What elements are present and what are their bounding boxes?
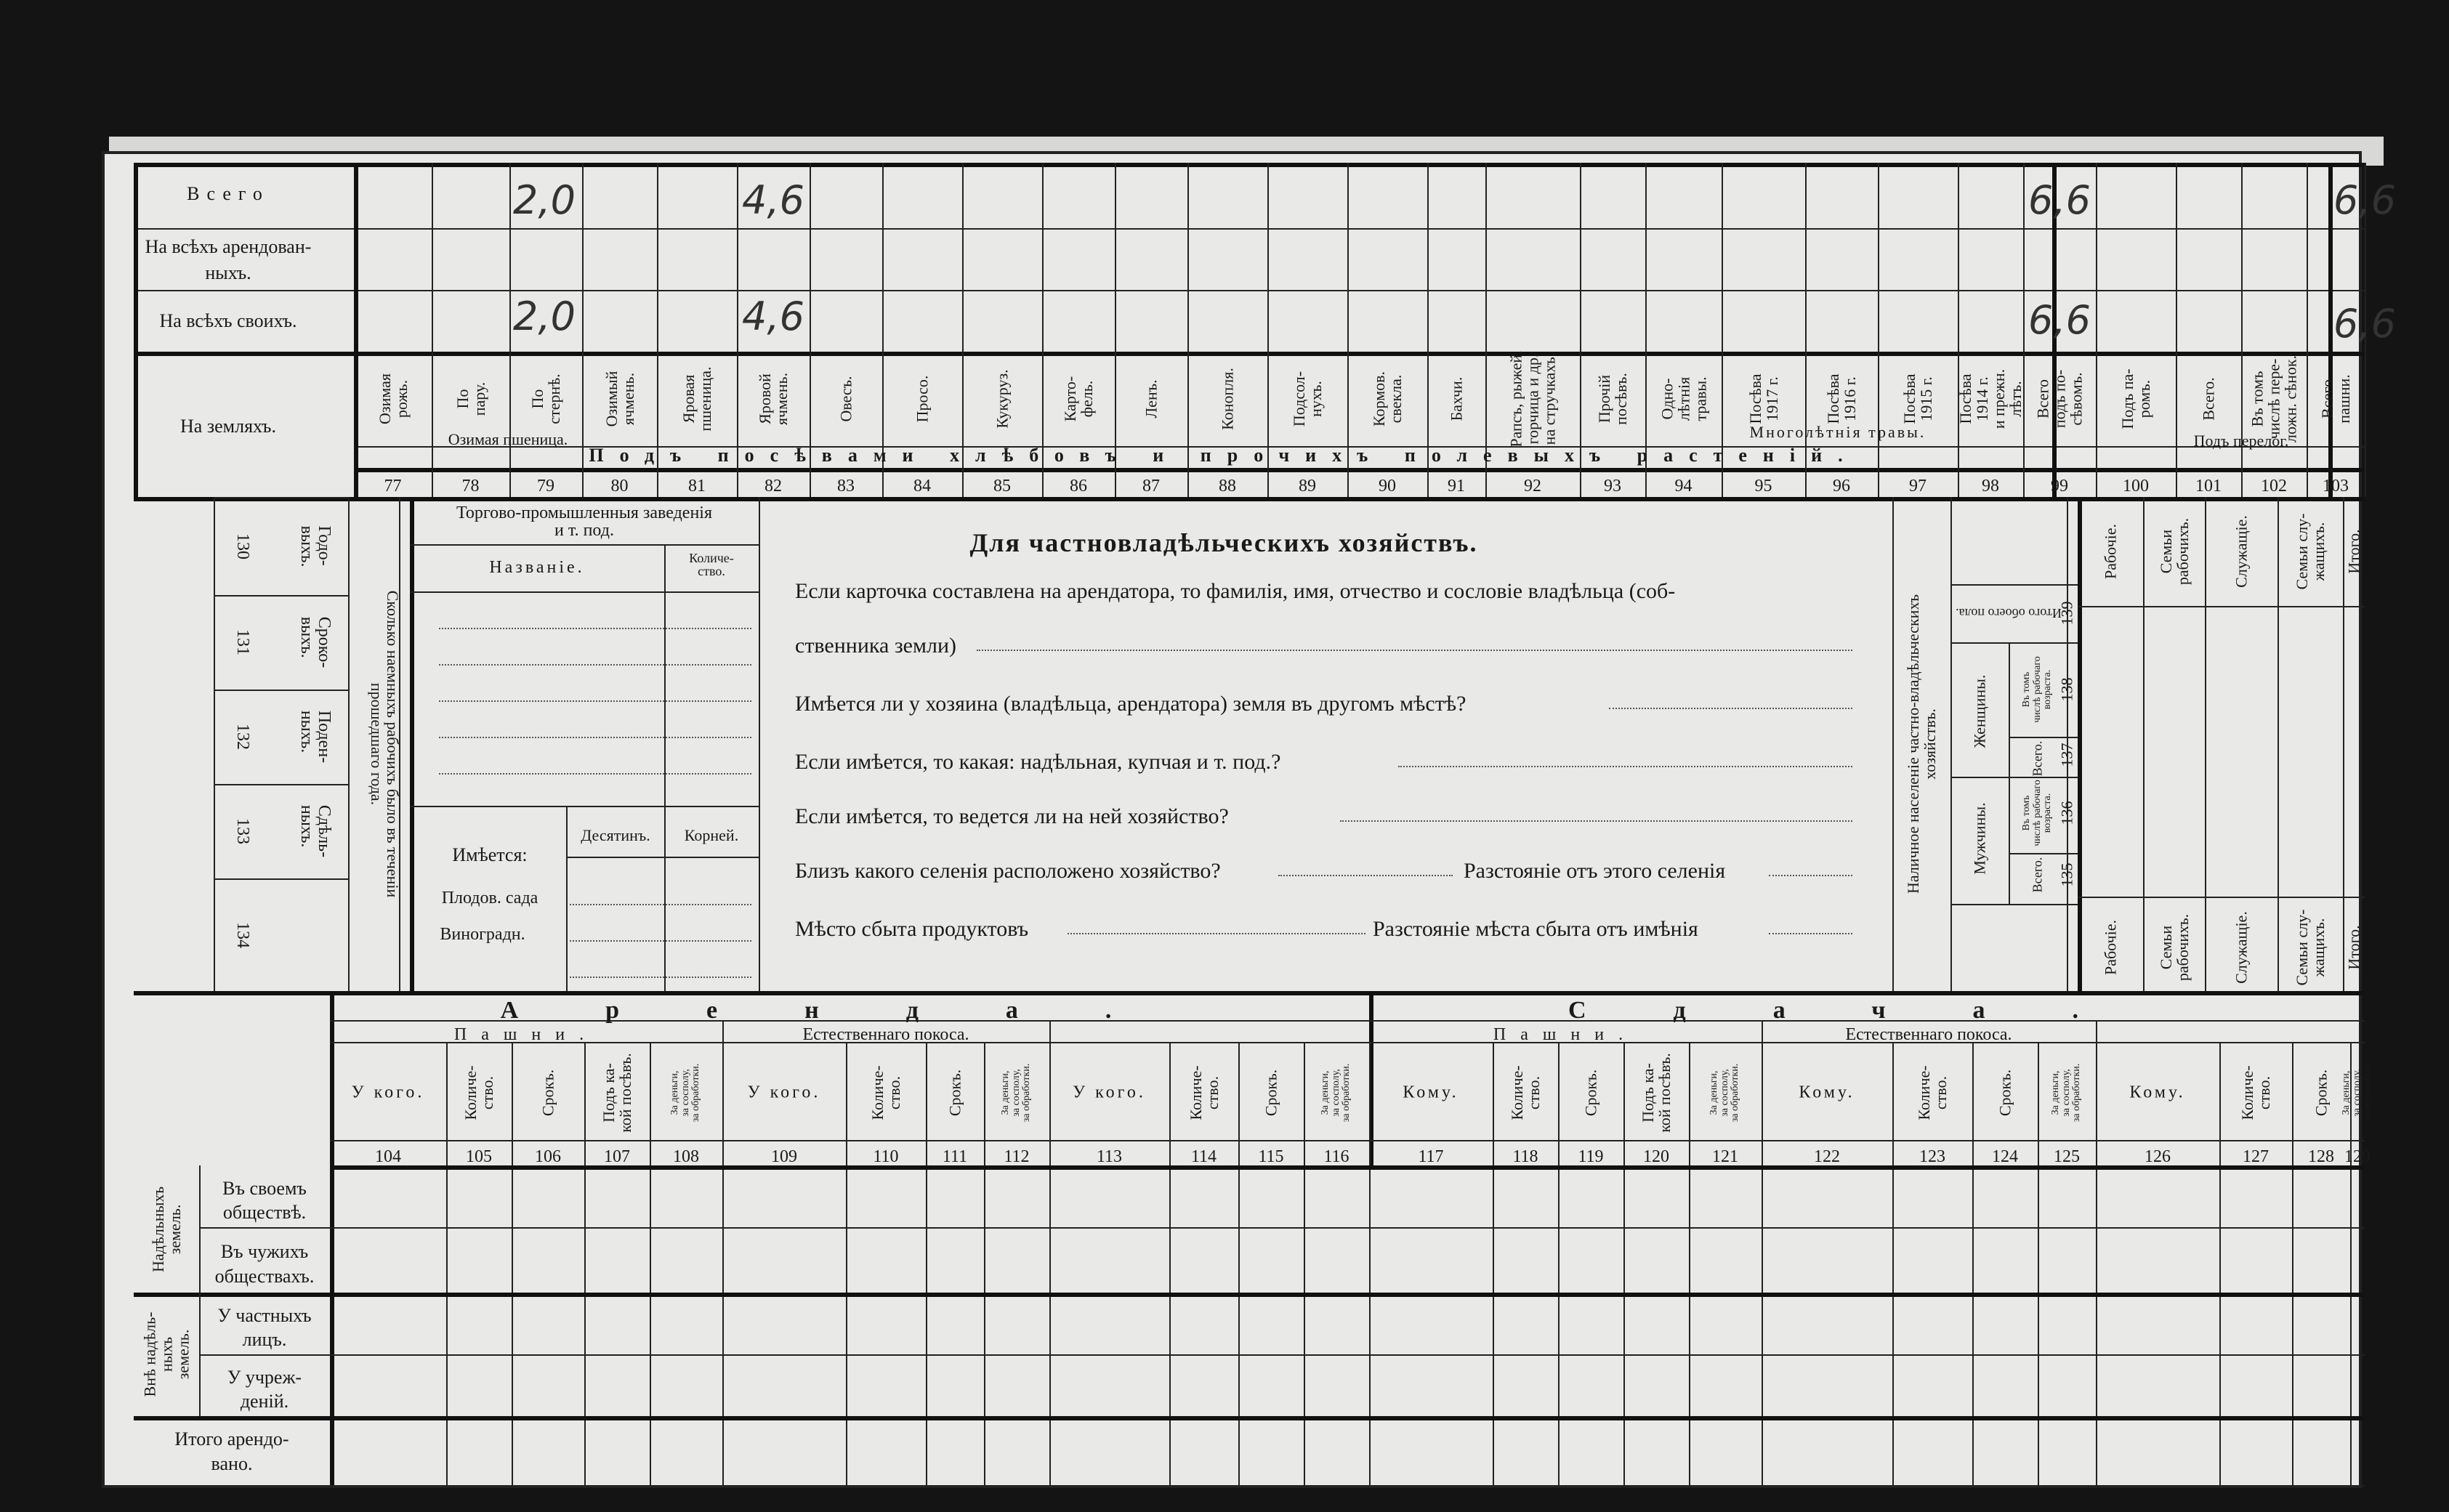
column-rule [199,1165,201,1416]
bottom-column-number: 117 [1418,1147,1444,1166]
pop-number: 138 [2057,677,2076,702]
left-col-number: 134 [233,921,252,948]
handwritten-value: 6,6 [2028,297,2091,343]
bottom-column-number: 105 [466,1147,492,1166]
column-rule [2009,642,2010,904]
row-rule [330,1140,2365,1141]
column-number: 82 [764,477,782,496]
answer-line [1068,933,1365,934]
column-header: Овесъ. [836,376,855,422]
column-number: 80 [610,477,629,496]
bottom-column-number: 124 [1992,1147,2018,1166]
bottom-column-number: 120 [1643,1147,1669,1166]
row-rule [199,1227,2365,1229]
column-header: Яровой ячмень. [755,372,791,426]
column-rule [1958,163,1959,497]
column-rule [410,497,414,991]
row-rule [199,1354,2365,1356]
pop-number: 135 [2057,862,2076,887]
nadel-group-label: Надѣльныхъ земель. [148,1186,184,1272]
column-header: По пару. [453,381,488,416]
dotted-line [570,977,751,978]
left-col-number: 130 [233,533,252,559]
bottom-column-header: Количе- ство. [1186,1065,1222,1120]
bottom-column-number: 113 [1096,1147,1123,1166]
answer-line [1340,820,1852,822]
muzhchiny-label: Мужчины. [1970,802,1989,875]
bottom-column-header: Срокъ. [1996,1069,2014,1117]
column-header: Подсол- нухъ. [1289,371,1325,427]
column-number: 100 [2123,477,2149,496]
column-number: 89 [1299,477,1316,496]
bottom-column-header: Срокъ. [1581,1069,1600,1117]
bottom-column-number: 112 [1004,1147,1030,1166]
bottom-column-header: Кому. [2129,1083,2186,1102]
question-text: Близъ какого селенія расположено хозяйство? [795,859,1221,883]
bottom-column-header: Кому. [1403,1083,1459,1102]
column-header: Одно- лѣтнія травы. [1657,376,1710,421]
column-header: Бахчи. [1447,376,1466,421]
row-rule [134,352,2365,356]
question-text: Мѣсто сбыта продуктовъ [795,917,1029,941]
column-rule [1950,497,1952,991]
column-number: 92 [1524,477,1541,496]
row-rule [2078,897,2365,898]
bottom-column-number: 125 [2054,1147,2080,1166]
answer-line [1609,708,1852,709]
bottom-column-header: Количе- ство. [1914,1065,1950,1120]
handwritten-value: 6,6 [2333,177,2396,223]
korney-header: Корней. [684,826,739,844]
column-header: Всего. [2199,377,2218,421]
bottom-column-header: За деньги, за сосполу, за обработки. [2340,1063,2373,1123]
column-header: Карто- фель. [1060,376,1096,422]
column-number: 79 [537,477,554,496]
column-header: Озимая рожь. [375,373,411,425]
row-rule [214,595,348,597]
row-rule [214,497,348,498]
column-rule [2307,163,2308,497]
bottom-column-number: 104 [375,1147,401,1166]
bottom-column-number: 114 [1190,1147,1217,1166]
bottom-column-number: 111 [942,1147,968,1166]
column-number: 94 [1674,477,1692,496]
bottom-column-number: 127 [2243,1147,2269,1166]
left-col-header: Сроко- выхъ. [297,616,334,668]
v-tom-chisle-label: Въ томъ числѣ рабочаго возраста. [2020,656,2054,723]
right-header: Служащіе. [2232,911,2251,984]
row-rule [134,228,2365,230]
right-header: Итого. [2344,529,2363,574]
vinograd-label: Виноградн. [440,925,525,944]
column-number: 90 [1379,477,1396,496]
bottom-column-number: 119 [1578,1147,1604,1166]
bottom-column-header: Количе- ство. [1507,1065,1543,1120]
bottom-column-header: Срокъ. [945,1069,964,1117]
row-label: Всего [187,183,270,204]
bottom-column-header: У кого. [1073,1083,1146,1102]
bottom-column-header: Срокъ. [538,1069,557,1117]
pop-number: 139 [2057,601,2076,626]
bottom-column-header: У кого. [351,1083,425,1102]
column-number: 103 [2323,477,2349,496]
bottom-column-header: За деньги, за сосполу, за обработки. [1708,1063,1741,1123]
row-rule [214,878,348,880]
itogo-obeego-pola: Итого обоего пола. [1956,606,2062,620]
column-rule [354,163,358,497]
row-rule [2009,737,2078,738]
section-rule [134,991,2365,995]
census-form-sheet [102,151,2396,1488]
row-rule [2009,853,2078,854]
right-header: Семьи рабочихъ. [2156,913,2192,982]
column-rule [214,497,215,991]
bottom-column-number: 123 [1919,1147,1945,1166]
bottom-column-header: Количе- ство. [461,1065,496,1120]
bottom-column-header: Количе- ство. [868,1065,903,1120]
bottom-row-label: У частныхъ лицъ. [217,1304,312,1351]
column-number: 95 [1754,477,1772,496]
ozimaya-pshenitsa-label: Озимая пшеница. [448,430,568,448]
column-rule [2023,163,2025,497]
population-label: Наличное населеніе частно-владѣльческихъ хозяйствъ. [1903,594,1939,894]
column-number: 91 [1448,477,1465,496]
column-rule [432,163,433,497]
bottom-column-number: 118 [1512,1147,1538,1166]
trade-title: Торгово-промышленныя заведенія и т. под. [456,504,712,540]
column-header: Просо. [913,375,932,423]
column-rule [582,163,584,497]
bottom-column-header: У кого. [747,1083,821,1102]
column-header: Посѣва 1914 г. и прежн. лѣтъ. [1956,368,2025,429]
left-col-header: Сдѣль- ныхъ. [297,804,334,858]
bottom-column-header: Срокъ. [1262,1069,1280,1117]
row-rule [134,290,2365,291]
bottom-column-number: 116 [1323,1147,1349,1166]
left-border [134,163,138,497]
column-number: 78 [461,477,480,496]
row-label: На всѣхъ арендован- ныхъ. [145,236,312,284]
column-number: 101 [2195,477,2222,496]
bottom-row-label: Въ своемъ обществѣ. [222,1177,307,1224]
handwritten-value: 2,0 [513,294,576,339]
column-number: 83 [837,477,855,496]
right-header: Семьи рабочихъ. [2156,517,2192,586]
bottom-row-label: У учреж- деній. [227,1366,302,1412]
question-text: Если имѣется, то ведется ли на ней хозяйство? [795,804,1229,828]
answer-line [1769,875,1852,876]
question-text: Если имѣется, то какая: надѣльная, купчая и т. под.? [795,750,1281,774]
column-number: 97 [1909,477,1926,496]
bottom-column-number: 107 [604,1147,630,1166]
right-header: Рабочіе. [2101,523,2120,580]
column-number: 87 [1142,477,1160,496]
column-rule [759,497,760,991]
banner-rule [354,468,2365,472]
arenda-banner: Аренда. [500,997,1199,1024]
column-number: 85 [993,477,1011,496]
column-number: 98 [1982,477,1999,496]
bottom-column-number: 115 [1258,1147,1284,1166]
bottom-column-header: Срокъ. [2312,1069,2331,1117]
pop-number: 136 [2057,801,2076,825]
dotted-line [439,628,751,629]
row-rule [1950,584,2078,586]
bottom-column-header: За деньги, за сосполу, за обработки. [1319,1063,1352,1123]
banner-label: Подъ посѣвами хлѣбовъ и прочихъ полевыхъ растеній. [589,445,1859,466]
trade-name-header: Названіе. [489,558,585,577]
column-number: 88 [1219,477,1236,496]
column-header: Прочій посѣвъ. [1594,373,1630,425]
bottom-column-header: Подъ ка- кой посѣвъ. [1638,1053,1674,1133]
mnogoletnie-label: Многолѣтнія травы. [1749,423,1926,441]
bottom-column-number: 109 [771,1147,797,1166]
bottom-column-header: Количе- ство. [2238,1065,2273,1120]
column-header: Посѣва 1916 г. [1823,373,1859,424]
column-rule [1892,497,1894,991]
column-header: Озимый ячмень. [602,371,637,427]
est-pokosa-label: Естественнаго покоса. [802,1025,969,1044]
row-rule [1950,904,2078,905]
right-header: Рабочіе. [2101,919,2120,976]
left-col-number: 133 [233,818,252,844]
bottom-column-number: 106 [535,1147,561,1166]
answer-line [1398,766,1852,767]
handwritten-value: 6,6 [2333,301,2396,347]
vsego-label: Всего. [2030,857,2045,893]
left-col-number: 132 [233,724,252,750]
question-text: Разстояніе мѣста сбыта отъ имѣнія [1373,917,1698,941]
column-header: Кормов. свекла. [1369,371,1405,427]
right-header: Итого. [2344,925,2363,970]
bottom-row-label: Въ чужихъ обществахъ. [214,1241,315,1287]
bottom-column-header: За деньги, за сосполу, за обработки. [669,1063,702,1123]
row-rule [566,857,759,858]
column-rule [2277,497,2279,991]
column-header: Яровая пшеница. [679,366,714,432]
pashni-label: Пашни. [453,1025,599,1044]
dotted-line [439,773,751,775]
row-rule [410,591,759,593]
column-rule [2176,163,2177,497]
answer-line [1278,875,1453,876]
right-header: Семьи слу- жащихъ. [2292,513,2328,590]
hired-workers-question: Сколько наемныхъ рабочихъ было въ теченіи прошедшаго года. [368,590,402,898]
dotted-line [570,940,751,942]
plodov-sada-label: Плодов. сада [441,889,538,907]
column-rule [566,806,568,991]
sdacha-banner: Сдача. [1568,997,2166,1024]
column-header: Подъ па- ромъ. [2118,368,2153,429]
answer-line [977,650,1852,651]
dotted-line [439,664,751,666]
column-header: Посѣва 1917 г. [1746,373,1781,424]
row-rule [410,544,759,546]
column-header: Ленъ. [1142,379,1161,419]
column-rule [2143,497,2145,991]
dotted-line [570,904,751,905]
column-header: Всего подъ по- сѣвомъ. [2033,369,2086,429]
bottom-column-number: 129 [2344,1147,2371,1166]
right-header: Служащіе. [2232,515,2251,588]
bottom-column-header: За деньги, за сосполу, за обработки. [999,1063,1033,1123]
pashni-label: Пашни. [1493,1025,1638,1044]
column-header: По стернѣ. [528,373,563,424]
row-rule [214,784,348,785]
column-header: Въ томъ числѣ пере- ложн. сѣнок. [2248,355,2300,443]
vne-nadel-group-label: Внѣ надѣль- ныхъ земель. [140,1311,193,1397]
row-rule [410,806,759,807]
est-pokosa-label: Естественнаго покоса. [1845,1025,2012,1044]
column-header: Конопля. [1218,368,1237,430]
column-number: 81 [688,477,706,496]
bottom-column-number: 108 [673,1147,699,1166]
dotted-line [439,737,751,738]
left-col-header: Поден- ныхъ. [297,710,334,764]
column-rule [2328,163,2333,497]
zhenshchiny-label: Женщины. [1970,674,1989,748]
column-number: 102 [2261,477,2287,496]
private-farms-title: Для частновладѣльческихъ хозяйствъ. [969,528,1478,557]
pop-number: 137 [2057,743,2076,767]
column-number: 93 [1604,477,1621,496]
handwritten-value: 6,6 [2028,177,2091,223]
column-number: 77 [384,477,402,496]
bottom-column-number: 128 [2308,1147,2334,1166]
handwritten-value: 4,6 [742,177,804,223]
column-rule [2078,497,2082,991]
left-col-number: 131 [233,629,252,655]
imeetsya-label: Имѣется: [452,844,528,865]
question-text: Имѣется ли у хозяина (владѣльца, арендатора) земля въ другомъ мѣстѣ? [795,692,1466,716]
column-number: 86 [1070,477,1087,496]
column-rule [348,497,350,991]
vsego-label: Всего. [2030,740,2045,777]
section-rule [134,497,2365,501]
trade-qty-header: Количе- ство. [689,551,734,578]
v-tom-chisle-label: Въ томъ числѣ рабочаго возраста. [2020,780,2054,846]
left-col-header: Годо- выхъ. [297,525,334,567]
column-header: Кукуруз. [993,369,1012,429]
column-rule [2096,163,2097,497]
row-rule [134,1293,2365,1297]
column-rule [664,544,666,806]
row-rule [1950,642,2078,644]
row-rule [1950,777,2078,778]
column-rule [330,991,334,1485]
answer-line [1769,933,1852,934]
row-label: На всѣхъ своихъ. [159,310,297,331]
row-rule [330,1042,2365,1043]
question-text: Разстояніе отъ этого селенія [1464,859,1726,883]
column-header: Рапсъ, рыжей, горчица и др. на стручкахъ. [1506,350,1559,448]
bottom-column-header: Подъ ка- кой посѣвъ. [599,1053,634,1133]
bottom-column-number: 122 [1814,1147,1840,1166]
row-rule [2078,606,2365,607]
bottom-column-header: За деньги, за сосполу, за обработки. [2049,1063,2083,1123]
right-header: Семьи слу- жащихъ. [2292,909,2328,986]
bottom-column-header: Кому. [1799,1083,1855,1102]
top-rule [134,163,2365,167]
row-rule [214,690,348,691]
bottom-column-number: 126 [2145,1147,2171,1166]
handwritten-value: 4,6 [742,294,804,339]
column-number: 99 [2051,477,2068,496]
column-header: Посѣва 1915 г. [1900,373,1935,424]
row-rule [199,1485,2365,1487]
bottom-column-number: 110 [873,1147,899,1166]
bottom-column-number: 121 [1712,1147,1738,1166]
column-rule [2205,497,2206,991]
pod-perelog-label: Подъ перелог. [2193,432,2289,450]
row-rule [134,1416,2365,1420]
column-number: 84 [913,477,931,496]
column-rule [664,806,666,991]
handwritten-value: 2,0 [513,177,576,223]
question-text: Если карточка составлена на арендатора, то фамилія, имя, отчество и сословіе владѣльца (соб- [795,579,1676,603]
row-label-na-zemlyakh: На земляхъ. [180,416,276,437]
question-text: ственника земли) [795,634,956,658]
column-rule [1878,163,1879,497]
column-number: 96 [1833,477,1850,496]
dotted-line [439,700,751,702]
column-header: Всего пашни. [2317,374,2353,424]
desyatin-header: Десятинъ. [581,826,650,844]
itogo-arendovano: Итого арендо- вано. [174,1428,289,1474]
